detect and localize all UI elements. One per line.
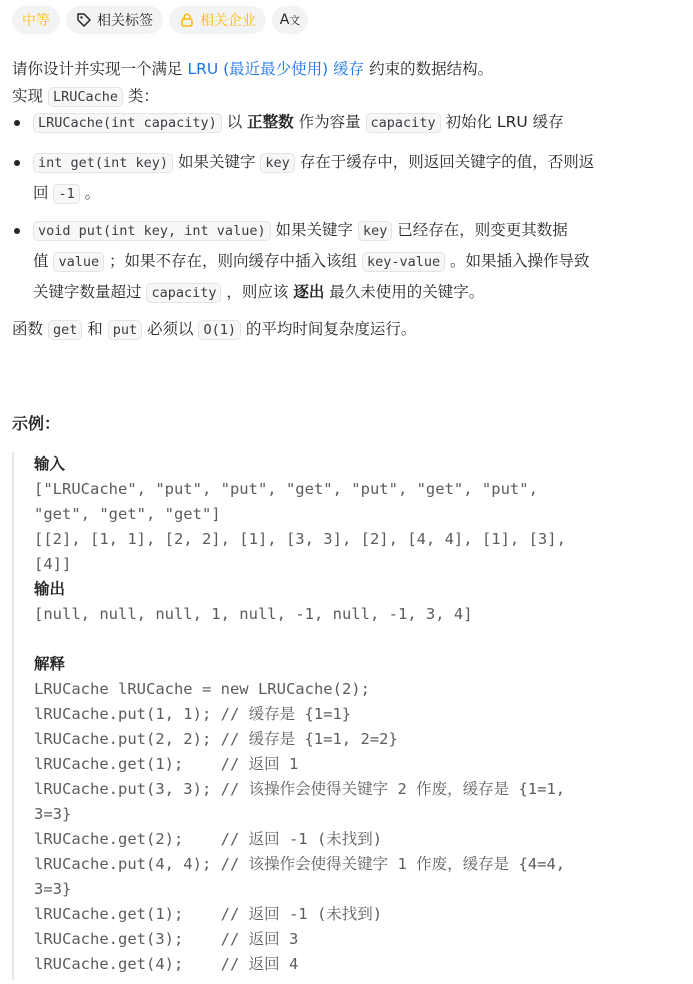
code-line: 3=3}	[34, 805, 72, 823]
input-label: 输入	[34, 455, 66, 473]
code-line: lRUCache.put(2, 2); // 缓存是 {1=1, 2=2}	[34, 730, 398, 748]
list-item: LRUCache(int capacity) 以 正整数 作为容量 capacity 初始化 LRU 缓存	[12, 107, 681, 138]
related-tags-label: 相关标签	[97, 13, 153, 29]
code-line: lRUCache.get(2); // 返回 -1 (未找到)	[34, 830, 383, 848]
code-line: lRUCache.get(1); // 返回 -1 (未找到)	[34, 905, 383, 923]
difficulty-badge[interactable]	[12, 6, 60, 34]
example-heading: 示例：	[12, 414, 61, 433]
method-list	[12, 215, 681, 308]
tag-row	[12, 6, 308, 34]
output-label: 输出	[34, 580, 66, 598]
inline-code: LRUCache	[48, 87, 123, 107]
translate-icon: A文	[279, 12, 301, 28]
lock-icon	[179, 12, 195, 28]
related-companies-button[interactable]	[169, 6, 266, 34]
translate-button[interactable]	[272, 6, 308, 34]
code-line: lRUCache.get(1); // 返回 1	[34, 755, 299, 773]
difficulty-label: 中等	[22, 13, 50, 29]
method-list	[12, 107, 681, 138]
related-companies-label: 相关企业	[200, 13, 256, 29]
explain-label: 解释	[34, 655, 66, 673]
code-line: [4]]	[34, 555, 72, 573]
intro-paragraph: 请你设计并实现一个满足 LRU (最近最少使用) 缓存 约束的数据结构。	[12, 60, 494, 78]
tag-icon	[76, 12, 92, 28]
list-item: int get(int key) 如果关键字 key 存在于缓存中，则返回关键字的值，否则返 回 -1 。	[12, 147, 681, 209]
code-line: ["LRUCache", "put", "put", "get", "put", "get", "put",	[34, 480, 538, 498]
lru-link[interactable]: LRU (最近最少使用) 缓存	[187, 60, 365, 78]
complexity-paragraph: 函数 get 和 put 必须以 O(1) 的平均时间复杂度运行。	[12, 320, 417, 338]
method-list	[12, 147, 681, 209]
code-line: lRUCache.get(3); // 返回 3	[34, 930, 299, 948]
example-block	[12, 452, 652, 980]
implement-paragraph: 实现 LRUCache 类：	[12, 87, 159, 105]
code-line: "get", "get", "get"]	[34, 505, 221, 523]
list-item: void put(int key, int value) 如果关键字 key 已经存在，则变更其数据 值 value ；如果不存在，则向缓存中插入该组 key-value 。如果插入操作导致 关键字数量超过 capacity ，则应该 逐出 最久未使用的关键字。	[12, 215, 681, 308]
code-line: lRUCache.put(3, 3); // 该操作会使得关键字 2 作废，缓存是 {1=1,	[34, 780, 566, 798]
related-tags-button[interactable]	[66, 6, 163, 34]
code-line: [[2], [1, 1], [2, 2], [1], [3, 3], [2], [4, 4], [1], [3],	[34, 530, 566, 548]
code-line: lRUCache.get(4); // 返回 4	[34, 955, 299, 973]
code-line: lRUCache.put(4, 4); // 该操作会使得关键字 1 作废，缓存是 {4=4,	[34, 855, 566, 873]
code-line: [null, null, null, 1, null, -1, null, -1, 3, 4]	[34, 605, 473, 623]
code-line: 3=3}	[34, 880, 72, 898]
code-line: LRUCache lRUCache = new LRUCache(2);	[34, 680, 370, 698]
code-line: lRUCache.put(1, 1); // 缓存是 {1=1}	[34, 705, 352, 723]
